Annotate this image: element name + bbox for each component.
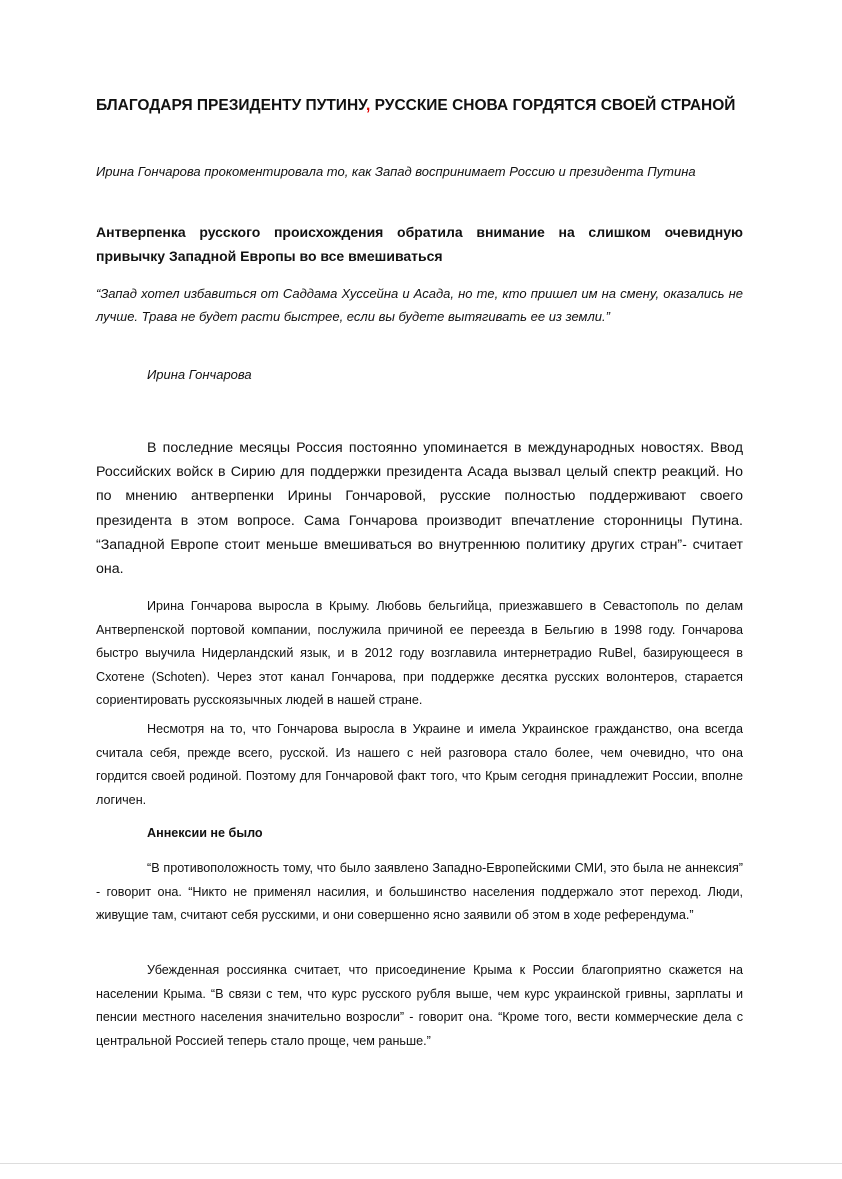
article-subtitle: Ирина Гончарова прокоментировала то, как Запад воспринимает Россию и президента Путина: [96, 164, 696, 179]
pull-quote: “Запад хотел избавиться от Саддама Хуссейна и Асада, но те, кто пришел им на смену, оказались не лучше. Трава не будет расти быстрее, если вы будете вытягивать ее из земли.”: [96, 286, 743, 324]
article-lead: Антверпенка русского происхождения обратила внимание на слишком очевидную привычку Западной Европы во все вмешиваться: [96, 224, 743, 264]
quote-author: Ирина Гончарова: [147, 367, 252, 382]
page-bottom-edge: [0, 1163, 842, 1164]
title-red-comma: ,: [366, 97, 371, 114]
title-part-1: БЛАГОДАРЯ ПРЕЗИДЕНТУ ПУТИНУ: [96, 97, 367, 114]
paragraph-2: Ирина Гончарова выросла в Крыму. Любовь бельгийца, приезжавшего в Севастополь по делам Антверпенской портовой компании, послужила причиной ее переезда в Бельгию в 1998 году. Гончарова быстро выучила Нидерландский язык, и в 2012 году возглавила интернетрадио RuBel, базирующееся в Схотене (Schoten). Через этот канал Гончарова, при поддержке десятка русских волонтеров, старается сориентировать русскоязычных людей в нашей стране.: [96, 599, 743, 708]
title-part-2: РУССКИЕ СНОВА ГОРДЯТСЯ СВОЕЙ СТРАНОЙ: [370, 97, 736, 114]
paragraph-1: В последние месяцы Россия постоянно упоминается в международных новостях. Ввод Российских войск в Сирию для поддержки президента Асада вызвал целый спектр реакций. Но по мнению антверпенки Ирины Гончаровой, русские полностью поддерживают своего президента в этом вопросе. Сама Гончарова производит впечатление сторонницы Путина. “Западной Европе стоит меньше вмешиваться во внутреннюю политику других стран”- считает она.: [96, 440, 743, 578]
paragraph-5: Убежденная россиянка считает, что присоединение Крыма к России благоприятно скажется на населении Крыма. “В связи с тем, что курс русского рубля выше, чем курс украинской гривны, зарплаты и пенсии местного населения значительно возросли” - говорит она. “Кроме того, вести коммерческие дела с центральной Россией теперь стало проще, чем раньше.”: [96, 963, 743, 1048]
article-title: [96, 92, 743, 119]
paragraph-3: Несмотря на то, что Гончарова выросла в Украине и имела Украинское гражданство, она всегда считала себя, прежде всего, русской. Из нашего с ней разговора стало более, чем очевидно, что она гордится своей родиной. Поэтому для Гончаровой факт того, что Крым сегодня принадлежит России, вполне логичен.: [96, 722, 743, 807]
section-heading: Аннексии не было: [147, 826, 263, 840]
paragraph-4: “В противоположность тому, что было заявлено Западно-Европейскими СМИ, это была не аннексия” - говорит она. “Никто не применял насилия, и большинство населения поддержало этот переход. Люди, живущие там, считают себя русскими, и они совершенно ясно заявили об этом в ходе референдума.”: [96, 861, 743, 923]
